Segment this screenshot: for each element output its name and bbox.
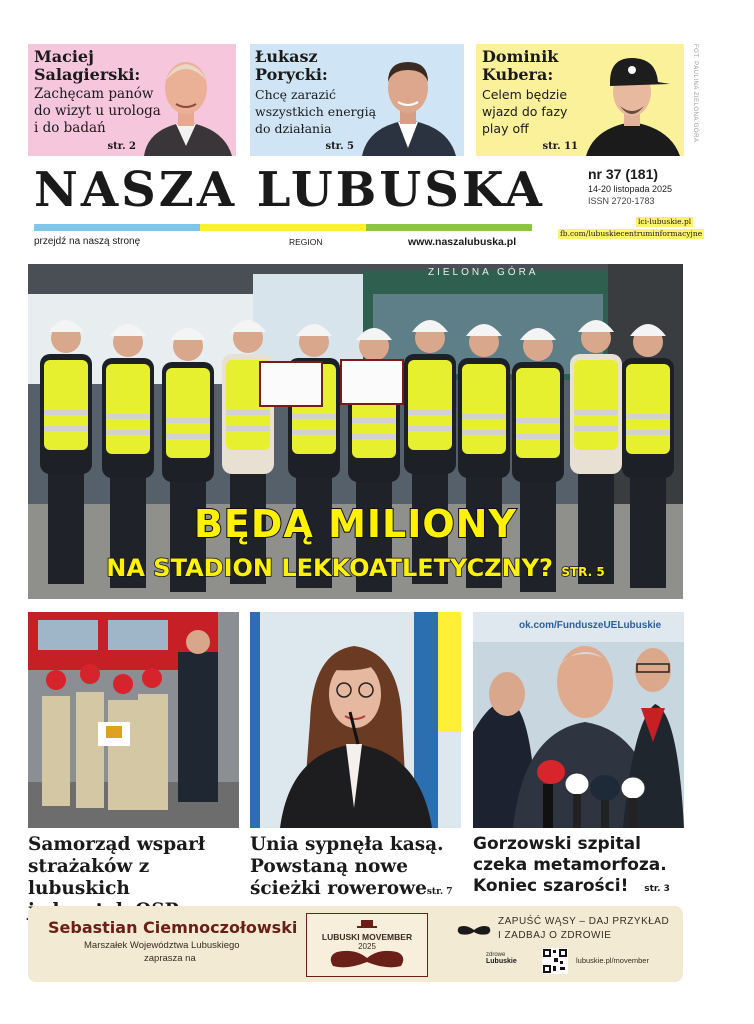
teaser-kubera[interactable] <box>476 44 684 156</box>
ad-invite: zaprasza na <box>144 953 196 964</box>
teaser-text: Zachęcam panów do wizyt u urologa i do badań <box>34 86 161 136</box>
lci-link[interactable]: lci-lubuskie.pl <box>638 217 692 226</box>
issue-number: nr 37 (181) <box>588 166 659 182</box>
teaser-porycki[interactable] <box>250 44 464 156</box>
press-wall-text: ok.com/FunduszeUELubuskie <box>519 620 662 631</box>
event-year: 2025 <box>358 942 376 951</box>
facebook-link[interactable]: fb.com/lubuskiecentruminformacyjne <box>560 229 703 238</box>
region-label: REGION <box>289 237 323 247</box>
main-story-photo[interactable] <box>28 264 683 599</box>
ad-name: Sebastian Ciemnoczołowski <box>48 918 298 937</box>
portrait-kubera <box>582 52 684 156</box>
firefighters-scene <box>28 612 239 828</box>
main-subheadline-text: NA STADION LEKKOATLETYCZNY? <box>106 554 553 582</box>
stripe-blue <box>34 224 200 231</box>
portrait-porycki <box>358 52 460 156</box>
press-scene <box>473 612 684 828</box>
photo-hospital-press[interactable] <box>473 612 684 828</box>
teaser-name: Maciej Salagierski: <box>34 47 141 84</box>
story-page: str. 7 <box>426 887 453 897</box>
photo-credit: FOT. PAULINA ZIELONA GÓRA <box>692 44 698 143</box>
photo-speaker[interactable] <box>250 612 461 828</box>
teaser-text: Chcę zarazić wszystkich energią do działania <box>255 87 377 136</box>
speaker-scene <box>250 612 461 828</box>
movember-ad[interactable] <box>28 906 683 982</box>
website-link[interactable]: www.naszalubuska.pl <box>408 236 517 248</box>
story-hospital-caption[interactable]: Gorzowski szpital czeka metamorfoza. Koniec szarości! str. 3 <box>473 834 670 896</box>
story-bikepaths-caption[interactable]: Unia sypnęła kasą. Powstaną nowe ścieżki rowerowestr. 7 <box>250 834 453 899</box>
zdrowe-lubuskie-logo: zdrowe Lubuskie <box>486 952 517 965</box>
ad-url[interactable]: lubuskie.pl/movember <box>576 956 649 965</box>
visit-our-page: przejdź na naszą stronę <box>34 236 141 247</box>
teaser-page: str. 5 <box>325 141 354 152</box>
portrait-salagierski <box>136 52 236 156</box>
teaser-salagierski[interactable] <box>28 44 236 156</box>
teaser-text: Celem będzie wjazd do fazy play off <box>482 87 568 136</box>
stripe-yellow <box>200 224 366 231</box>
main-photo-scene <box>28 264 683 599</box>
issue-dates: 14-20 listopada 2025 <box>588 184 673 194</box>
ad-slogan-1: ZAPUŚĆ WĄSY – DAJ PRZYKŁAD <box>498 916 670 927</box>
teaser-name: Dominik Kubera: <box>482 47 559 84</box>
issn: ISSN 2720-1783 <box>588 196 655 206</box>
teaser-page: str. 2 <box>107 141 136 152</box>
stripe-green <box>366 224 532 231</box>
ad-slogan-2: I ZADBAJ O ZDROWIE <box>498 930 612 941</box>
story-firefighters-caption[interactable]: Samorząd wsparł strażaków z lubuskich <box>28 834 243 925</box>
movember-badge <box>306 913 428 977</box>
moustache-small-icon <box>456 924 492 938</box>
main-headline[interactable]: BĘDĄ MILIONY <box>193 502 518 546</box>
teaser-page: str. 11 <box>542 141 578 152</box>
masthead-title: NASZA LUBUSKA <box>34 162 545 218</box>
story-page: str. 3 <box>644 884 670 894</box>
main-story-page: STR. 5 <box>561 565 605 579</box>
zielona-gora-banner: ZIELONA GÓRA <box>428 267 539 278</box>
ad-role: Marszałek Województwa Lubuskiego <box>84 940 240 951</box>
teaser-name: Łukasz Porycki: <box>255 47 328 84</box>
photo-firefighters[interactable] <box>28 612 239 828</box>
qr-code-icon[interactable] <box>542 948 568 974</box>
main-subheadline[interactable] <box>28 554 683 582</box>
event-title: LUBUSKI MOVEMBER <box>321 932 413 942</box>
